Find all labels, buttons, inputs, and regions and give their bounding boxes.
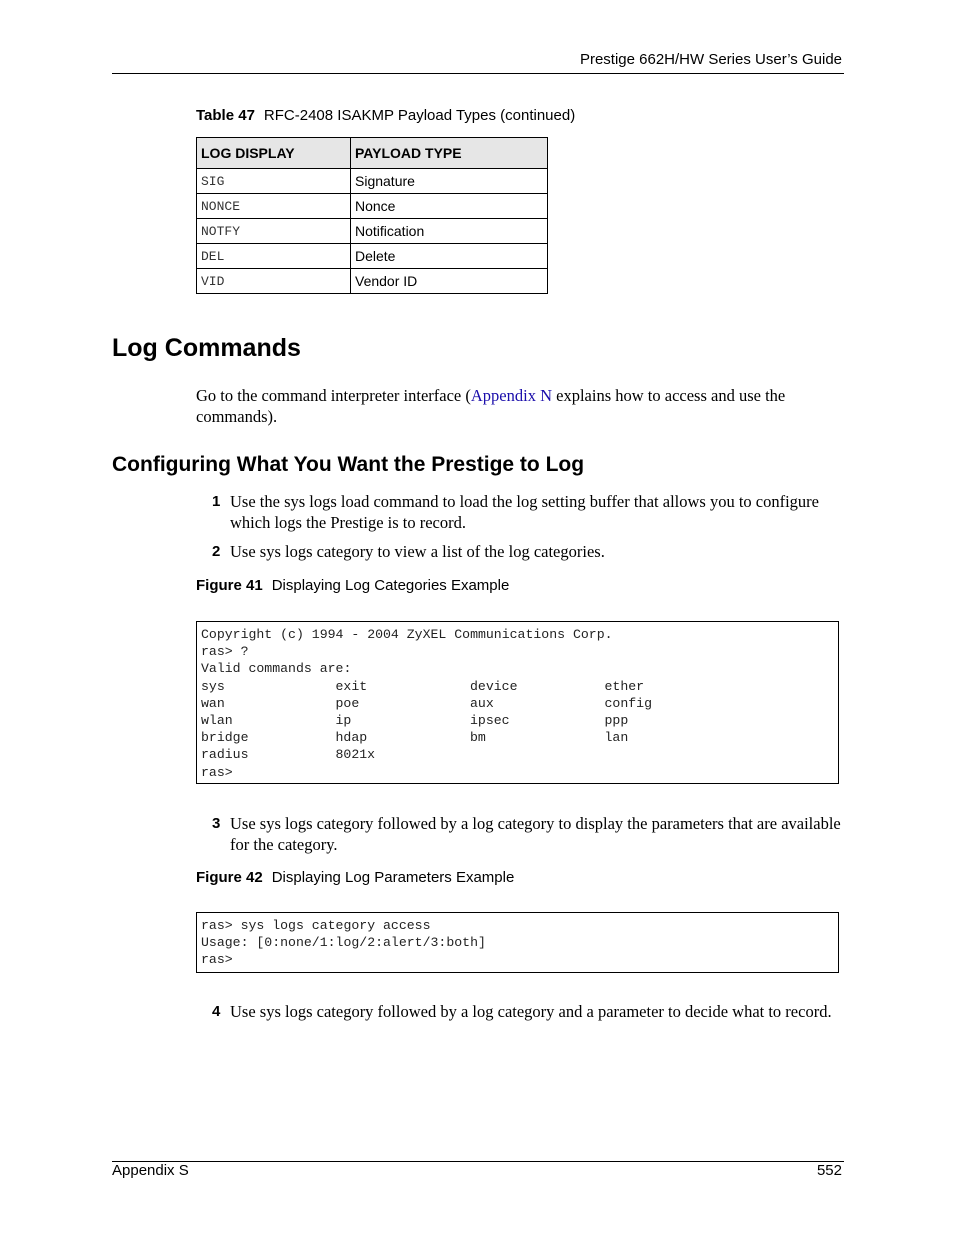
command-row [201,695,834,712]
figure-title: Displaying Log Categories Example [271,577,510,594]
log-display-cell: NOTFY [197,219,351,244]
command-cell: hdap [335,730,368,746]
payload-type-cell: Delete [351,244,548,269]
command-cell: poe [335,695,360,711]
header-rule [112,73,844,74]
table-row [197,169,548,194]
step-text: Use sys logs category to view a list of the log categories. [230,542,605,561]
log-display-cell: VID [197,269,351,294]
page-number: 552 [816,1162,842,1179]
step-item [212,541,842,562]
intro-text: explains how to access and use the commands). [196,386,786,426]
command-row [201,746,834,763]
step-number: 1 [212,493,221,510]
command-cell: sys [201,678,225,694]
command-cell: config [604,695,652,711]
command-cell [605,746,740,763]
log-display-cell: NONCE [197,194,351,219]
console-line: ras> sys logs category access [201,918,431,933]
step-text: Use sys logs category followed by a log category and a parameter to decide what to record. [230,1002,832,1021]
table-row [197,219,548,244]
intro-text: Go to the command interpreter interface ( [196,386,471,405]
console-line: ras> ? [201,644,249,660]
console-line: Copyright (c) 1994 - 2004 ZyXEL Communications Corp. [201,627,613,642]
figure-title: Displaying Log Parameters Example [271,869,515,886]
payload-type-cell: Signature [351,169,548,194]
command-cell: ip [335,712,352,728]
step-text: Use sys logs category followed by a log category to display the parameters that are available for the category. [230,814,841,854]
subsection-title: Configuring What You Want the Prestige to Log [112,453,585,476]
footer-rule [112,1161,844,1162]
step-number: 3 [212,815,221,832]
payload-type-cell: Vendor ID [351,269,548,294]
command-cell: bridge [201,730,249,746]
running-header: Prestige 662H/HW Series User’s Guide [579,51,842,68]
console-line: Valid commands are: [201,661,352,677]
command-cell: ipsec [470,712,510,728]
command-cell: lan [604,730,629,746]
console-line: Usage: [0:none/1:log/2:alert/3:both] [201,935,486,951]
payload-types-table [196,137,548,294]
console-output-parameters [196,912,839,973]
table-label: Table 47 [196,107,255,124]
command-cell: device [470,678,518,694]
figure-caption [196,577,509,594]
command-cell: ether [604,678,645,694]
step-item [212,1001,842,1022]
step-item [212,813,842,855]
command-cell: wan [201,695,225,711]
appendix-n-link[interactable]: Appendix N [470,386,553,405]
footer-section: Appendix S [112,1162,189,1179]
step-number: 4 [212,1003,221,1020]
command-cell: aux [470,695,494,711]
step-item [212,491,842,533]
command-cell: wlan [201,712,233,728]
step-text: Use the sys logs load command to load the log setting buffer that allows you to configure which logs the Prestige is to record. [230,492,820,532]
command-row [201,712,834,729]
command-cell: radius [201,747,249,763]
console-line: ras> [201,764,233,780]
log-display-cell: SIG [197,169,351,194]
table-caption [196,107,575,124]
command-cell: exit [335,678,368,694]
column-header: LOG DISPLAY [197,138,351,169]
table-row [197,244,548,269]
figure-label: Figure 42 [196,869,263,886]
figure-label: Figure 41 [196,577,263,594]
command-cell: ppp [604,712,629,728]
section-title: Log Commands [112,334,301,362]
table-header-row [197,138,548,169]
command-cell [470,746,605,763]
command-cell: bm [470,730,486,746]
command-cell: 8021x [335,747,376,763]
intro-paragraph [196,386,836,427]
table-title: RFC-2408 ISAKMP Payload Types (continued) [263,107,576,124]
table-row [197,269,548,294]
console-line: ras> [201,952,233,968]
step-number: 2 [212,543,221,560]
command-row [201,678,834,695]
payload-type-cell: Notification [351,219,548,244]
command-row [201,729,834,746]
console-output-categories [196,621,839,784]
table-row [197,194,548,219]
figure-caption [196,869,514,886]
log-display-cell: DEL [197,244,351,269]
payload-type-cell: Nonce [351,194,548,219]
column-header: PAYLOAD TYPE [351,138,548,169]
